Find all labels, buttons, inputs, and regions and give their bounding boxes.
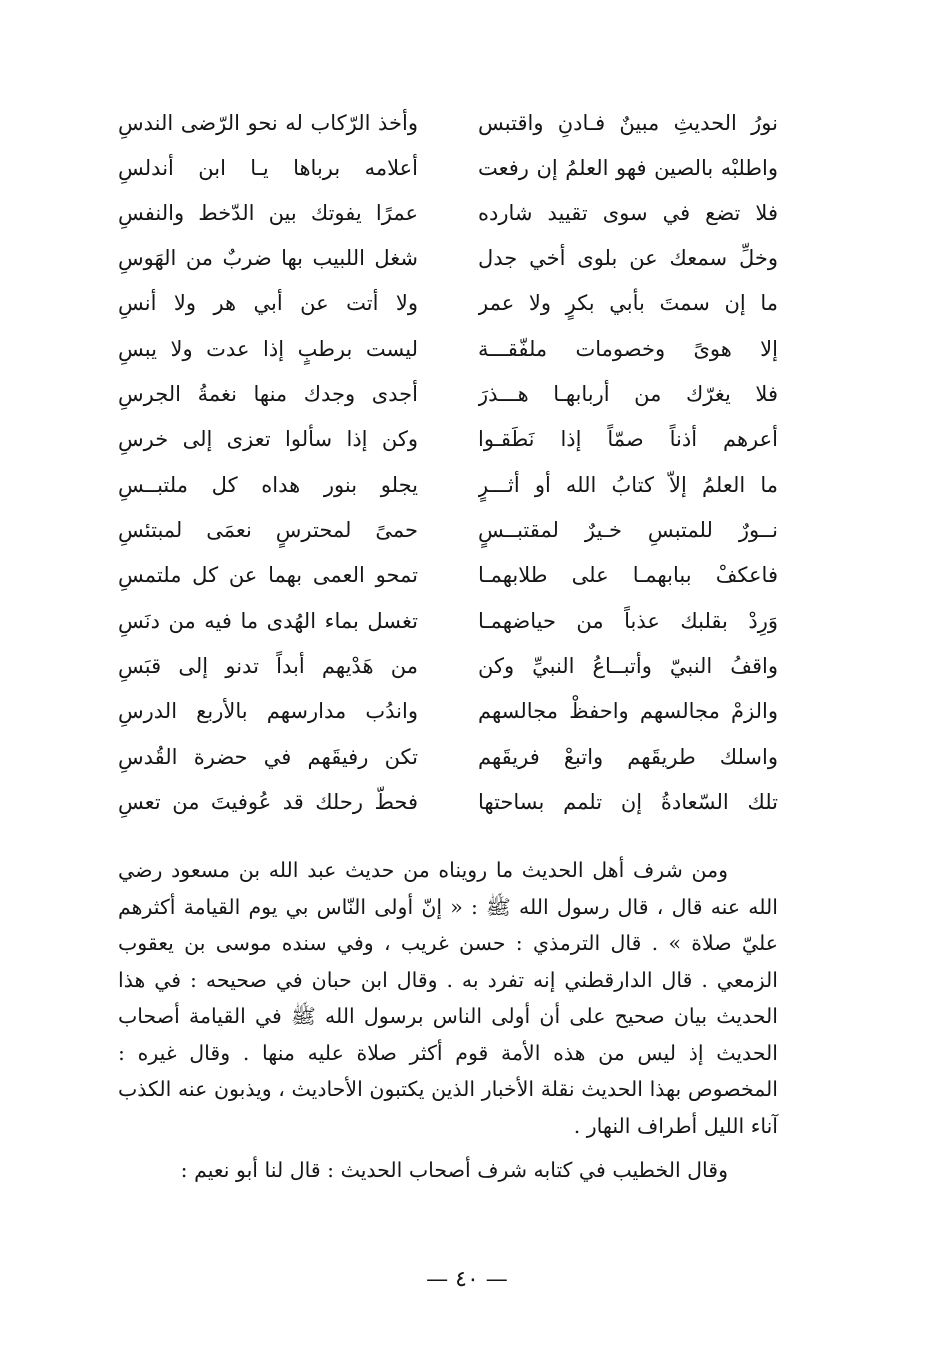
verse-first-hemistich: إلا هوىً وخصومات ملفّقـــة xyxy=(478,337,778,361)
poem-verse xyxy=(118,371,778,417)
poem-verse xyxy=(118,235,778,281)
poem-verse xyxy=(118,326,778,372)
prose-paragraph: وقال الخطيب في كتابه شرف أصحاب الحديث : قال لنا أبو نعيم : xyxy=(180,1158,728,1182)
verse-second-hemistich: واندُب مدارسهم بالأربع الدرسِ xyxy=(118,699,418,723)
verse-first-hemistich: وخلِّ سمعك عن بلوى أخي جدل xyxy=(478,246,778,270)
poem-verse xyxy=(118,145,778,191)
verse-second-hemistich: تغسل بماء الهُدى ما فيه من دنَسِ xyxy=(118,609,418,633)
verse-first-hemistich: نــورٌ للمتبسِ خـيرٌ لمقتبــسٍ xyxy=(478,518,778,542)
poem-verse xyxy=(118,507,778,553)
verse-second-hemistich: تكن رفيقَهم في حضرة القُدسِ xyxy=(118,745,418,769)
prose-body xyxy=(118,852,778,1189)
verse-second-hemistich: أجدى وجدك منها نغمةُ الجرسِ xyxy=(118,382,418,406)
verse-second-hemistich: من هَدْيهم أبداً تدنو إلى قبَسِ xyxy=(118,654,418,678)
verse-first-hemistich: ما إن سمتَ بأبي بكرٍ ولا عمر xyxy=(478,291,778,315)
poem xyxy=(118,100,778,840)
verse-second-hemistich: تمحو العمى بهما عن كل ملتمسِ xyxy=(118,563,418,587)
verse-second-hemistich: حمىً لمحترسٍ نعمَى لمبتئسِ xyxy=(118,518,418,542)
verse-second-hemistich: وأخذ الرّكاب له نحو الرّضى الندسِ xyxy=(118,111,418,135)
verse-first-hemistich: نورُ الحديثِ مبينٌ فـادنِ واقتبس xyxy=(478,111,778,135)
verse-first-hemistich: تلك السّعادةُ إن تلمم بساحتها xyxy=(478,790,778,814)
poem-verse xyxy=(118,462,778,508)
verse-first-hemistich: فلا يغرّك من أربابهـا هـــذرَ xyxy=(478,382,778,406)
verse-second-hemistich: أعلامه برباها يـا ابن أندلسِ xyxy=(118,156,418,180)
verse-second-hemistich: وكن إذا سألوا تعزى إلى خرسِ xyxy=(118,427,418,451)
verse-second-hemistich: عمرًا يفوتك بين الدّخط والنفسِ xyxy=(118,201,418,225)
page-number: — ٤٠ — xyxy=(426,1267,508,1292)
poem-verse xyxy=(118,598,778,644)
poem-verse xyxy=(118,100,778,146)
verse-first-hemistich: وَرِدْ بقلبك عذباً من حياضهمـا xyxy=(478,609,778,633)
verse-second-hemistich: شغل اللبيب بها ضربٌ من الهَوسِ xyxy=(118,246,418,270)
verse-first-hemistich: فاعكفْ ببابهمـا على طلابهمـا xyxy=(478,563,778,587)
poem-verse xyxy=(118,190,778,236)
verse-first-hemistich: واقفُ النبيّ وأتبــاعُ النبيِّ وكن xyxy=(478,654,778,678)
verse-first-hemistich: واطلبْه بالصين فهو العلمُ إن رفعت xyxy=(478,156,778,180)
verse-first-hemistich: واسلك طريقَهم واتبعْ فريقَهم xyxy=(478,745,778,769)
poem-verse xyxy=(118,734,778,780)
verse-second-hemistich: ولا أتت عن أبي هر ولا أنسِ xyxy=(118,291,418,315)
prose-paragraph: ومن شرف أهل الحديث ما رويناه من حديث عبد الله بن مسعود رضي الله عنه قال ، قال رسول الله ﷺ : « إنّ أولى النّاس بي يوم القيامة أكثرهم عليّ صلاة » . قال الترمذي : حسن غريب ، وفي سنده موسى بن يعقوب الزمعي . قال الدارقطني إنه تفرد به . وقال ابن حبان في صحيحه : في هذا الحديث بيان صحيح على أن أولى الناس برسول الله ﷺ في القيامة أصحاب الحديث إذ ليس من هذه الأمة قوم أكثر صلاة عليه منها . وقال غيره : المخصوص بهذا الحديث نقلة الأخبار الذين يكتبون الأحاديث ، ويذبون عنه الكذب آناء الليل أطراف النهار . xyxy=(118,858,778,1138)
verse-second-hemistich: يجلو بنور هداه كل ملتبــسِ xyxy=(118,473,418,497)
verse-first-hemistich: ما العلمُ إلاّ كتابُ الله أو أثـــرٍ xyxy=(478,473,778,497)
poem-verse xyxy=(118,643,778,689)
poem-verse xyxy=(118,779,778,825)
poem-verse xyxy=(118,552,778,598)
verse-second-hemistich: ليست برطبٍ إذا عدت ولا يبسِ xyxy=(118,337,418,361)
verse-first-hemistich: فلا تضع في سوى تقييد شارده xyxy=(478,201,778,225)
poem-verse xyxy=(118,280,778,326)
verse-first-hemistich: أعرهم أذناً صمّاً إذا نَطَقـوا xyxy=(478,427,778,451)
poem-verse xyxy=(118,688,778,734)
poem-verse xyxy=(118,416,778,462)
verse-second-hemistich: فحطّ رحلك قد عُوفيتَ من تعسِ xyxy=(118,790,418,814)
verse-first-hemistich: والزمْ مجالسهم واحفظْ مجالسهم xyxy=(478,699,778,723)
